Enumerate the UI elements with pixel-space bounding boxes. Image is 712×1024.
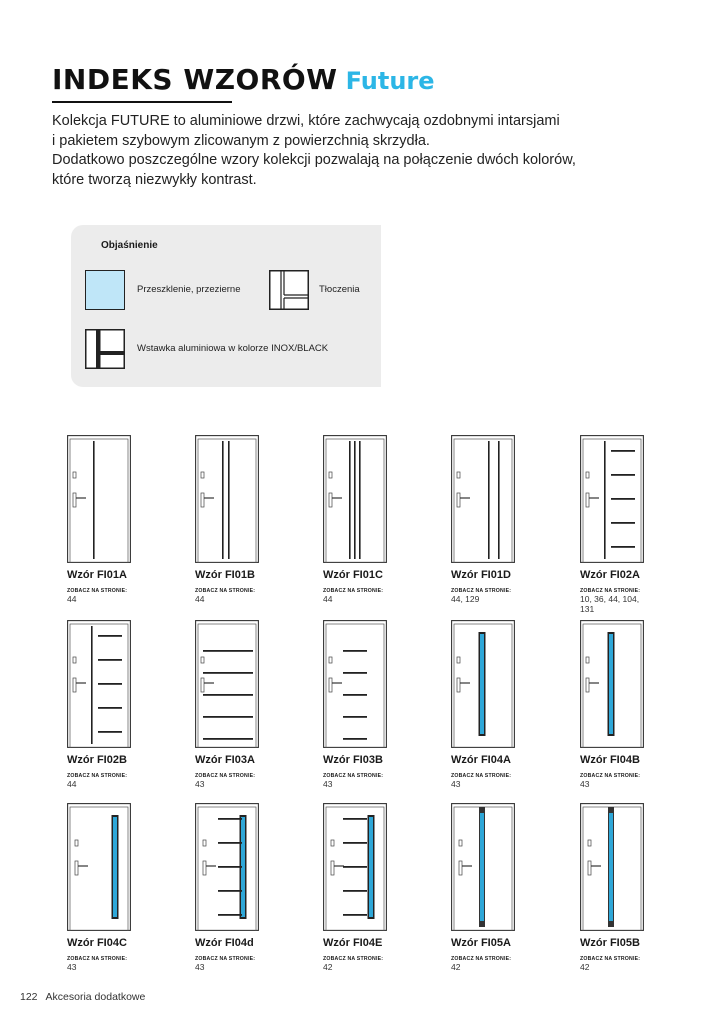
door-pages: 43 [451, 779, 461, 789]
door-drawing-icon [67, 803, 131, 931]
title-collection: Future [345, 67, 435, 95]
door-title [67, 754, 127, 766]
door-title-prefix: Wzór [323, 937, 350, 949]
door-pages: 44 [195, 594, 205, 604]
door-code: FI01C [352, 569, 383, 581]
door-code: FI02A [609, 569, 640, 581]
door-pages: 44, 129 [451, 594, 480, 604]
see-page-label: ZOBACZ NA STRONIE: [580, 956, 641, 962]
see-page-label: ZOBACZ NA STRONIE: [67, 956, 128, 962]
door-drawing-icon [67, 435, 131, 563]
door-code: FI03A [224, 754, 255, 766]
door-pages: 43 [195, 962, 205, 972]
door-title [323, 569, 383, 581]
page-title [52, 60, 435, 97]
door-code: FI05B [609, 937, 640, 949]
door-code: FI04B [609, 754, 640, 766]
door-drawing-icon [195, 803, 259, 931]
door-title-prefix: Wzór [580, 937, 607, 949]
door-code: FI03B [352, 754, 383, 766]
door-pages: 43 [195, 779, 205, 789]
door-title-prefix: Wzór [195, 754, 222, 766]
door-title-prefix: Wzór [67, 754, 94, 766]
legend-embossing-label: Tłoczenia [319, 284, 360, 295]
door-drawing-icon [323, 435, 387, 563]
see-page-label: ZOBACZ NA STRONIE: [195, 956, 256, 962]
door-pages: 10, 36, 44, 104, 131 [580, 594, 640, 614]
intro-line: Dodatkowo poszczególne wzory kolekcji pozwalają na połączenie dwóch kolorów, [52, 152, 576, 168]
door-title [323, 937, 382, 949]
door-drawing-icon [451, 803, 515, 931]
see-page-label: ZOBACZ NA STRONIE: [67, 588, 128, 594]
see-page-label: ZOBACZ NA STRONIE: [323, 588, 384, 594]
door-drawing-icon [195, 620, 259, 748]
door-pages: 43 [580, 779, 590, 789]
door-pages: 43 [67, 962, 77, 972]
footer-section: Akcesoria dodatkowe [45, 991, 146, 1003]
see-page-label: ZOBACZ NA STRONIE: [580, 588, 641, 594]
intro-line: Kolekcja FUTURE to aluminiowe drzwi, które zachwycają ozdobnymi intarsjami [52, 113, 560, 129]
door-title [451, 937, 511, 949]
door-title [451, 754, 511, 766]
page-footer [20, 991, 145, 1003]
door-code: FI01A [96, 569, 127, 581]
door-pages: 42 [580, 962, 590, 972]
door-code: FI05A [480, 937, 511, 949]
door-pages: 43 [323, 779, 333, 789]
see-page-label: ZOBACZ NA STRONIE: [451, 956, 512, 962]
door-title-prefix: Wzór [580, 569, 607, 581]
door-title-prefix: Wzór [67, 569, 94, 581]
door-title-prefix: Wzór [451, 937, 478, 949]
door-title-prefix: Wzór [323, 569, 350, 581]
door-title [451, 569, 511, 581]
see-page-label: ZOBACZ NA STRONIE: [451, 588, 512, 594]
door-pages: 44 [323, 594, 333, 604]
door-code: FI02B [96, 754, 127, 766]
see-page-label: ZOBACZ NA STRONIE: [323, 773, 384, 779]
see-page-label: ZOBACZ NA STRONIE: [195, 588, 256, 594]
legend-insert-label: Wstawka aluminiowa w kolorze INOX/BLACK [137, 343, 329, 354]
glass-swatch-icon [85, 270, 125, 310]
intro-line: które tworzą niezwykły kontrast. [52, 171, 257, 188]
door-title [580, 937, 640, 949]
door-title [195, 754, 255, 766]
door-title [195, 569, 255, 581]
door-drawing-icon [580, 620, 644, 748]
legend-title: Objaśnienie [101, 240, 158, 251]
door-code: FI04C [96, 937, 127, 949]
legend-box [71, 225, 381, 387]
page-number: 122 [20, 991, 38, 1003]
door-drawing-icon [323, 803, 387, 931]
see-page-label: ZOBACZ NA STRONIE: [195, 773, 256, 779]
door-code: FI04d [224, 937, 254, 949]
door-pages: 42 [451, 962, 461, 972]
door-code: FI04A [480, 754, 511, 766]
see-page-label: ZOBACZ NA STRONIE: [451, 773, 512, 779]
door-pages: 42 [323, 962, 333, 972]
door-drawing-icon [580, 803, 644, 931]
door-title [580, 754, 640, 766]
door-title-prefix: Wzór [195, 569, 222, 581]
door-code: FI04E [352, 937, 383, 949]
door-title-prefix: Wzór [451, 569, 478, 581]
door-drawing-icon [195, 435, 259, 563]
door-drawing-icon [451, 620, 515, 748]
title-main: INDEKS WZORÓW [52, 63, 338, 96]
see-page-label: ZOBACZ NA STRONIE: [67, 773, 128, 779]
door-title [580, 569, 640, 581]
door-title [67, 937, 127, 949]
see-page-label: ZOBACZ NA STRONIE: [580, 773, 641, 779]
insert-swatch-icon [85, 329, 125, 369]
door-title-prefix: Wzór [323, 754, 350, 766]
door-title-prefix: Wzór [195, 937, 222, 949]
door-drawing-icon [580, 435, 644, 563]
door-drawing-icon [451, 435, 515, 563]
door-pages: 44 [67, 779, 77, 789]
door-title-prefix: Wzór [67, 937, 94, 949]
door-title-prefix: Wzór [451, 754, 478, 766]
embossing-swatch-icon [269, 270, 309, 310]
door-title [67, 569, 127, 581]
door-title-prefix: Wzór [580, 754, 607, 766]
door-drawing-icon [67, 620, 131, 748]
see-page-label: ZOBACZ NA STRONIE: [323, 956, 384, 962]
title-underline [52, 101, 232, 103]
door-drawing-icon [323, 620, 387, 748]
door-pages: 44 [67, 594, 77, 604]
intro-line: i pakietem szybowym zlicowanym z powierzchnią skrzydła. [52, 132, 430, 149]
door-code: FI01B [224, 569, 255, 581]
intro-text [52, 112, 682, 190]
door-title [323, 754, 383, 766]
legend-glass-label: Przeszklenie, przezierne [137, 284, 241, 295]
door-code: FI01D [480, 569, 511, 581]
door-title [195, 937, 254, 949]
